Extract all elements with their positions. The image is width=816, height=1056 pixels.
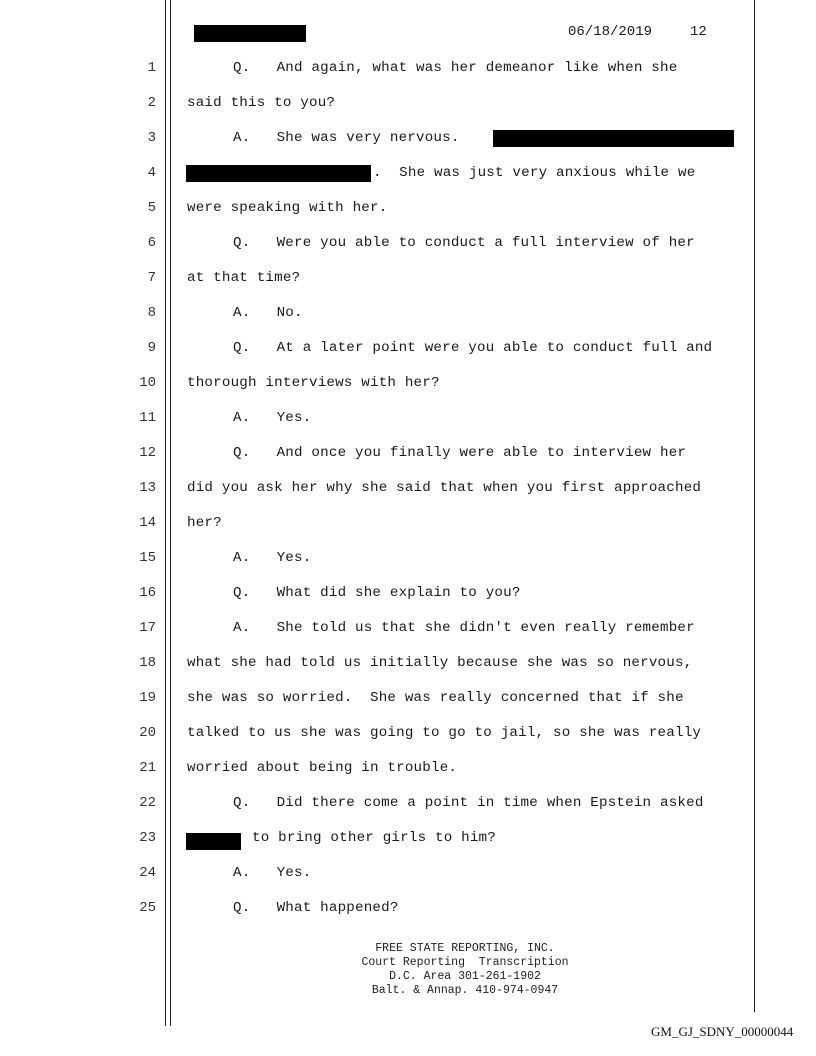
transcript-line: A. She told us that she didn't even really remember: [233, 620, 695, 636]
line-number: 23: [139, 830, 156, 846]
line-number: 7: [147, 270, 156, 286]
line-number: 6: [147, 235, 156, 251]
transcript-line: what she had told us initially because she was so nervous,: [187, 655, 693, 671]
transcript-line: to bring other girls to him?: [252, 830, 496, 846]
transcript-line: did you ask her why she said that when you first approached: [187, 480, 702, 496]
line-number: 4: [147, 165, 156, 181]
footer-dc-phone: D.C. Area 301-261-1902: [389, 970, 541, 983]
transcript-line: talked to us she was going to go to jail, so she was really: [187, 725, 702, 741]
transcript-line: were speaking with her.: [187, 200, 388, 216]
reporter-footer: [300, 942, 630, 998]
line-number: 21: [139, 760, 156, 776]
transcript-line: her?: [187, 515, 222, 531]
redaction-line-4: [186, 165, 371, 182]
line-number: 9: [147, 340, 156, 356]
line-number: 13: [139, 480, 156, 496]
redaction-line-23: [186, 833, 241, 850]
line-number: 15: [139, 550, 156, 566]
line-number: 24: [139, 865, 156, 881]
margin-rule-right: [754, 0, 755, 1012]
footer-company: FREE STATE REPORTING, INC.: [375, 942, 555, 955]
line-number: 25: [139, 900, 156, 916]
line-number: 16: [139, 585, 156, 601]
redaction-line-3: [493, 130, 734, 147]
transcript-line: A. Yes.: [233, 865, 312, 881]
transcript-line: she was so worried. She was really concerned that if she: [187, 690, 684, 706]
line-number: 11: [139, 410, 156, 426]
margin-rule-left-inner: [170, 0, 171, 1026]
transcript-line: said this to you?: [187, 95, 336, 111]
line-number: 3: [147, 130, 156, 146]
transcript-line: at that time?: [187, 270, 301, 286]
line-number: 10: [139, 375, 156, 391]
transcript-line: worried about being in trouble.: [187, 760, 458, 776]
transcript-line: Q. What did she explain to you?: [233, 585, 521, 601]
line-number: 17: [139, 620, 156, 636]
transcript-line: Q. At a later point were you able to conduct full and: [233, 340, 713, 356]
line-number: 12: [139, 445, 156, 461]
transcript-line: Q. And once you finally were able to interview her: [233, 445, 687, 461]
transcript-line: A. Yes.: [233, 550, 312, 566]
transcript-line: A. She was very nervous.: [233, 130, 460, 146]
transcript-line: thorough interviews with her?: [187, 375, 440, 391]
transcript-line: . She was just very anxious while we: [373, 165, 696, 181]
line-number: 19: [139, 690, 156, 706]
transcript-line: Q. And again, what was her demeanor like when she: [233, 60, 678, 76]
transcript-line: Q. Were you able to conduct a full interview of her: [233, 235, 695, 251]
transcript-line: A. Yes.: [233, 410, 312, 426]
footer-balt-phone: Balt. & Annap. 410-974-0947: [371, 984, 559, 997]
line-number: 2: [147, 95, 156, 111]
line-number: 18: [139, 655, 156, 671]
header-page-number: 12: [690, 24, 707, 40]
line-number: 1: [147, 60, 156, 76]
transcript-line: A. No.: [233, 305, 303, 321]
line-number: 20: [139, 725, 156, 741]
footer-service: Court Reporting Transcription: [361, 956, 569, 969]
redaction-header: [194, 25, 306, 42]
line-number: 8: [147, 305, 156, 321]
line-number: 14: [139, 515, 156, 531]
margin-rule-left-outer: [165, 0, 166, 1026]
transcript-line: Q. Did there come a point in time when Epstein asked: [233, 795, 704, 811]
transcript-line: Q. What happened?: [233, 900, 399, 916]
line-number: 5: [147, 200, 156, 216]
line-number: 22: [139, 795, 156, 811]
bates-number: GM_GJ_SDNY_00000044: [651, 1024, 794, 1039]
header-date: 06/18/2019: [568, 24, 653, 40]
